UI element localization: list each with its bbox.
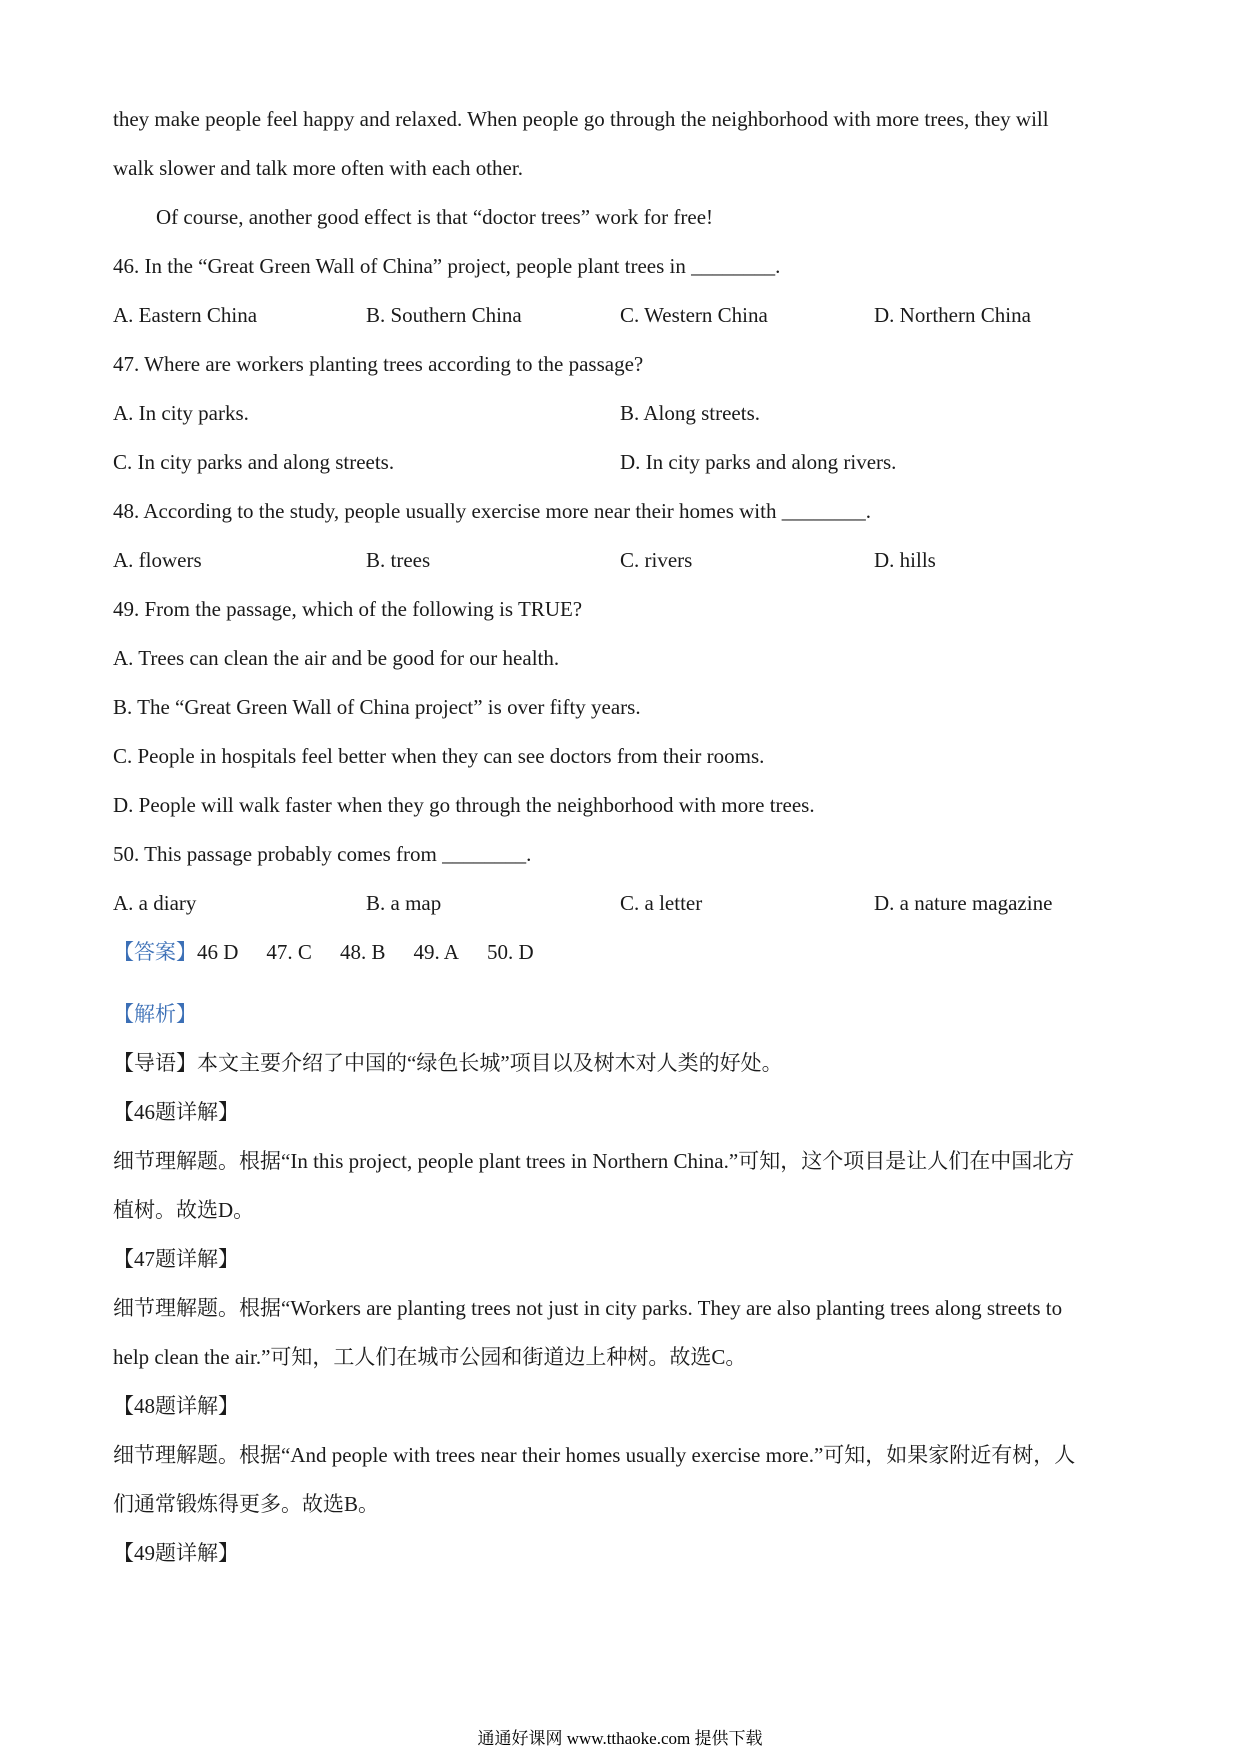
option-46-a: A. Eastern China xyxy=(113,303,258,327)
detail-46-heading: 【46题详解】 xyxy=(113,1100,239,1124)
answer-item: 46 D xyxy=(197,940,239,964)
option-48-a: A. flowers xyxy=(113,548,202,572)
passage-line: walk slower and talk more often with each other. xyxy=(113,156,523,180)
answer-item: 48. B xyxy=(339,940,386,964)
option-49-c: C. People in hospitals feel better when they can see doctors from their rooms. xyxy=(113,744,765,768)
option-47-d: D. In city parks and along rivers. xyxy=(620,450,897,474)
detail-48-text: 们通常锻炼得更多。故选B。 xyxy=(113,1492,380,1516)
question-46-stem: 46. In the “Great Green Wall of China” project, people plant trees in ________. xyxy=(113,254,781,278)
passage-line: they make people feel happy and relaxed. When people go through the neighborhood with more trees, they will xyxy=(113,107,1049,131)
question-49-stem: 49. From the passage, which of the following is TRUE? xyxy=(113,597,583,621)
detail-47-text: help clean the air.”可知，工人们在城市公园和街道边上种树。故选C。 xyxy=(113,1345,747,1369)
page-footer: 通通好课网 www.tthaoke.com 提供下载 xyxy=(477,1729,763,1748)
option-46-c: C. Western China xyxy=(620,303,768,327)
answer-label: 【答案】 xyxy=(113,940,197,964)
detail-48-text: 细节理解题。根据“And people with trees near their homes usually exercise more.”可知，如果家附近有树，人 xyxy=(113,1443,1076,1467)
answer-item: 50. D xyxy=(486,940,534,964)
option-48-c: C. rivers xyxy=(620,548,693,572)
option-46-d: D. Northern China xyxy=(874,303,1031,327)
question-48-stem: 48. According to the study, people usually exercise more near their homes with ________. xyxy=(113,499,871,523)
detail-48-heading: 【48题详解】 xyxy=(113,1394,239,1418)
option-50-b: B. a map xyxy=(366,891,442,915)
answer-item: 47. C xyxy=(266,940,312,964)
option-50-c: C. a letter xyxy=(620,891,703,915)
passage-line: Of course, another good effect is that “doctor trees” work for free! xyxy=(156,205,714,229)
option-47-a: A. In city parks. xyxy=(113,401,249,425)
detail-46-text: 细节理解题。根据“In this project, people plant trees in Northern China.”可知，这个项目是让人们在中国北方 xyxy=(113,1149,1075,1173)
option-47-b: B. Along streets. xyxy=(620,401,760,425)
detail-46-text: 植树。故选D。 xyxy=(113,1198,255,1222)
detail-47-text: 细节理解题。根据“Workers are planting trees not just in city parks. They are also planting trees along streets to xyxy=(113,1296,1063,1320)
answer-item: 49. A xyxy=(413,940,459,964)
answer-key xyxy=(113,937,562,967)
question-47-stem: 47. Where are workers planting trees according to the passage? xyxy=(113,352,644,376)
option-49-a: A. Trees can clean the air and be good for our health. xyxy=(113,646,560,670)
analysis-label: 【解析】 xyxy=(113,1002,197,1026)
option-50-d: D. a nature magazine xyxy=(874,891,1053,915)
option-50-a: A. a diary xyxy=(113,891,197,915)
option-49-d: D. People will walk faster when they go through the neighborhood with more trees. xyxy=(113,793,815,817)
option-48-d: D. hills xyxy=(874,548,936,572)
analysis-intro: 【导语】本文主要介绍了中国的“绿色长城”项目以及树木对人类的好处。 xyxy=(113,1051,783,1075)
question-50-stem: 50. This passage probably comes from ________. xyxy=(113,842,532,866)
detail-49-heading: 【49题详解】 xyxy=(113,1541,239,1565)
option-48-b: B. trees xyxy=(366,548,431,572)
option-47-c: C. In city parks and along streets. xyxy=(113,450,395,474)
detail-47-heading: 【47题详解】 xyxy=(113,1247,239,1271)
option-49-b: B. The “Great Green Wall of China project” is over fifty years. xyxy=(113,695,641,719)
option-46-b: B. Southern China xyxy=(366,303,522,327)
